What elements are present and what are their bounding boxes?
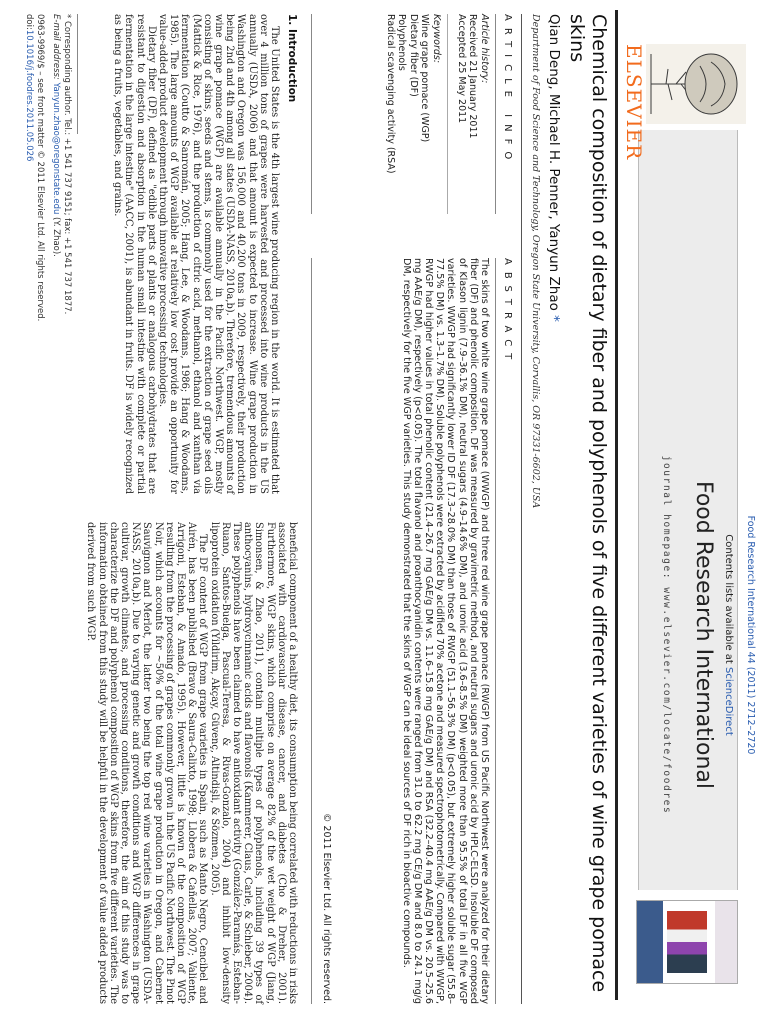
introduction-heading: 1. Introduction bbox=[286, 14, 298, 103]
contents-line bbox=[723, 470, 734, 800]
journal-citation bbox=[745, 470, 756, 800]
abstract-text: The skins of two white wine grape pomace (WWGP) and three red wine grape pomace (RWGP) from US Pacific Northwest were analyzed for their dietary fiber (DF) and phenolic composition. DF was measured by gravimetric method, and neutral sugars and uronic acid by HPLC-ELSD. Insoluble DF composed of Klason lignin (7.9–36.1% DM), neutral sugars (4.9–14.6% DM), and uronic acid (3.6–8.5% DM) weighted more than 95.5% of total DF in all five WGP varieties. WWGP had significantly lower ID DF (17.3–28.0% DM) than those of RWGP (51.1–56.3% DM) (p<0.05), but extremely higher soluble sugar (55.8–77.5% DM) vs. 1.3–1.7% DM). Soluble polyphenols were extracted by acidified 70% acetone and measured spectrophotometrically. Compared with WWGP, RWGP had higher values in total phenolic content (21.4–26.7 mg GAE/g DM vs. 11.6–15.8 mg GAE/g DM) and RSA (32.2–40.4 mg AAE/g DM vs. 20.5–25.6 mg AAE/g DM), respectively (p<0.05). The total flavanol and proanthocyanidin contents were ranged from 31.0 to 62.2 mg CE/g DM and 8.0 to 24.1 mg/g DM, respectively for the five WGP varieties. This study demonstrated that the skins of WGP can be ideal sources of DF rich in bioactive compounds. bbox=[400, 258, 490, 1004]
history-divider bbox=[447, 14, 448, 214]
publisher-logo-text: ELSEVIER bbox=[622, 44, 646, 161]
header-divider bbox=[615, 10, 618, 1000]
article-info-divider bbox=[495, 14, 496, 214]
abstract-copyright: © 2011 Elsevier Ltd. All rights reserved. bbox=[321, 812, 332, 1004]
footnote-divider bbox=[77, 14, 78, 134]
journal-homepage[interactable]: journal homepage: www.elsevier.com/locate/foodres bbox=[661, 455, 672, 815]
keyword-item: Dietary fiber (DF) bbox=[408, 14, 419, 97]
author-email-link[interactable]: Yanyun.zhao@oregonstate.edu bbox=[51, 82, 62, 215]
keyword-item: Radical scavenging activity (RSA) bbox=[385, 14, 396, 174]
introduction-column-2 bbox=[85, 522, 298, 1004]
article-history bbox=[456, 14, 491, 224]
keyword-item: Polyphenols bbox=[396, 14, 408, 71]
article-title: Chemical composition of dietary fiber and polyphenols of five different varieties of wine grape pomace skins bbox=[566, 14, 610, 993]
intro-paragraph: The DF content of WGP from grape varieties in Spain, such as Manto Negro, Cencibel and Airén, has been published (Bravo & Saura-Calixto, 1998; Llobera & Cañellas, 2007; Valiente, Arrigoni, Esteban, & Amado, 1995). However, little is known of the composition of WGP resulting from the processing of grapes commonly grown in the US Pacific Northwest. The Pinot Noir, which accounts for ~50% of the total wine grape production in Oregon, and Cabernet Sauvignon and Merlot, the latter two being the top red wine varieties in Washington (USDA-NASS, 2010a,b). Due to varying genetic and growth conditions and WGP differences in grape cultivar, growth climates, and processing conditions, therefore, the aim of this study was to characterize the DF and polyphenol composition of WGP skins from five different varieties. The information obtained from this study will be helpful in the development of value added products derived from such WGP. bbox=[85, 522, 209, 1004]
intro-paragraph: beneficial component of a healthy diet, its consumption being correlated with reductions in risks associated with cardiovascular disease, cancer, and diabetes (Cho & Dreher, 2001). Furthermore, WGP skins, which comprise on average 82% of the wet weight of WGP (Jiang, Simonsen, & Zhao, 2011), contain multiple types of polyphenols, including 39 types of anthocyanins, hydroxycinnamic acids and flavonols (Kammerer, Claus, Carle, & Schieber, 2004). These polyphenols have been claimed to have antioxidant activity (González-Paramás, Esteban-Ruano, Santos-Buelga, Pascual-Teresa, & Rivas-Gonzalo, 2004) and inhibit low-density lipoprotein oxidation (Yildirim, Akçay, Güvenç, Altindişli, & Sözmen, 2005). bbox=[208, 522, 298, 1004]
affiliation-divider bbox=[521, 14, 522, 1004]
author-affiliation: Department of Food Science and Technology, Oregon State University, Corvallis, OR 97331-6602, USA bbox=[530, 14, 541, 509]
abstract-label: ABSTRACT bbox=[502, 258, 513, 367]
journal-citation-link[interactable]: Food Research International 44 (2011) 2712–2720 bbox=[745, 515, 756, 755]
abstract-bottom-divider bbox=[311, 258, 312, 1004]
keyword-item: Wine grape pomace (WGP) bbox=[419, 14, 431, 143]
email-line bbox=[51, 14, 62, 534]
intro-paragraph: The United States is the 4th largest wine producing region in the world. It is estimated that over 4 million tons of grapes were harvested and processed into wine products in the US annually (USDA, 2006) and that amount is expected to increase. Wine grape production in Washington and Oregon was 156,000 and 40,200 tons in 2009, respectively, their production being 2nd and 4th among all states (USDA-NASS, 2010a,b). Therefore, tremendous amounts of wine grape pomace (WGP) are available annually in the Pacific Northwest. WGP, mostly consisting of skins, seeds and stems, is commonly used for the extraction of grape seed oils (Mattick & Rice, 1976), and the production of citric acid, methanol, ethanol and xanthan via fermentation (Coutto & Sanromán, 2005; Hang, Lee, & Woodams, 1986; Hang & Woodams, 1985). The large amounts of WGP available at relatively low cost provide an opportunity for value-added product development through innovative processing technologies. bbox=[156, 14, 280, 494]
email-label: E-mail address: bbox=[51, 14, 62, 83]
article-history-head: Article history: bbox=[479, 14, 490, 84]
keywords-block bbox=[385, 14, 443, 224]
footnotes bbox=[24, 14, 72, 534]
doi-label: doi: bbox=[24, 14, 35, 30]
journal-cover-image bbox=[636, 900, 738, 984]
abstract-divider bbox=[495, 258, 496, 1004]
sciencedirect-link[interactable]: ScienceDirect bbox=[723, 667, 734, 736]
history-accepted: Accepted 25 May 2011 bbox=[456, 14, 467, 124]
corresponding-author-mark[interactable]: * bbox=[546, 315, 562, 322]
intro-paragraph: Dietary fiber (DF), defined as "edible parts of plants or analogous carbohydrates that are resistant to digestion and absorption in the human small intestine with complete or partial fermentation in the large intestine" (AACC, 2001), is abundant in fruits. DF is widely recognized as being a fruits, vegetables, and grains. bbox=[112, 14, 157, 494]
contents-prefix: Contents lists available at bbox=[723, 534, 734, 668]
issn-line: 0963-9969/$ – see front matter © 2011 Elsevier Ltd. All rights reserved. bbox=[35, 14, 45, 322]
author-list bbox=[546, 14, 562, 714]
corresponding-author-note: * Corresponding author. Tel.: +1 541 737 9151; fax: +1 541 737 1877. bbox=[62, 14, 72, 315]
keywords-head: Keywords: bbox=[431, 14, 442, 64]
doi-line bbox=[24, 14, 35, 534]
introduction-column-1 bbox=[112, 14, 280, 494]
journal-name: Food Research International bbox=[691, 480, 716, 790]
email-suffix: (Y. Zhao). bbox=[51, 214, 62, 257]
authors-text: Qian Deng, Michael H. Penner, Yanyun Zhao bbox=[546, 14, 562, 311]
history-received: Received 21 January 2011 bbox=[467, 14, 479, 139]
elsevier-tree-logo-icon bbox=[646, 44, 746, 124]
info-bottom-divider bbox=[311, 14, 312, 214]
article-info-label: ARTICLE INFO bbox=[502, 14, 513, 167]
doi-link[interactable]: 10.1016/j.foodres.2011.05.026 bbox=[24, 29, 35, 162]
